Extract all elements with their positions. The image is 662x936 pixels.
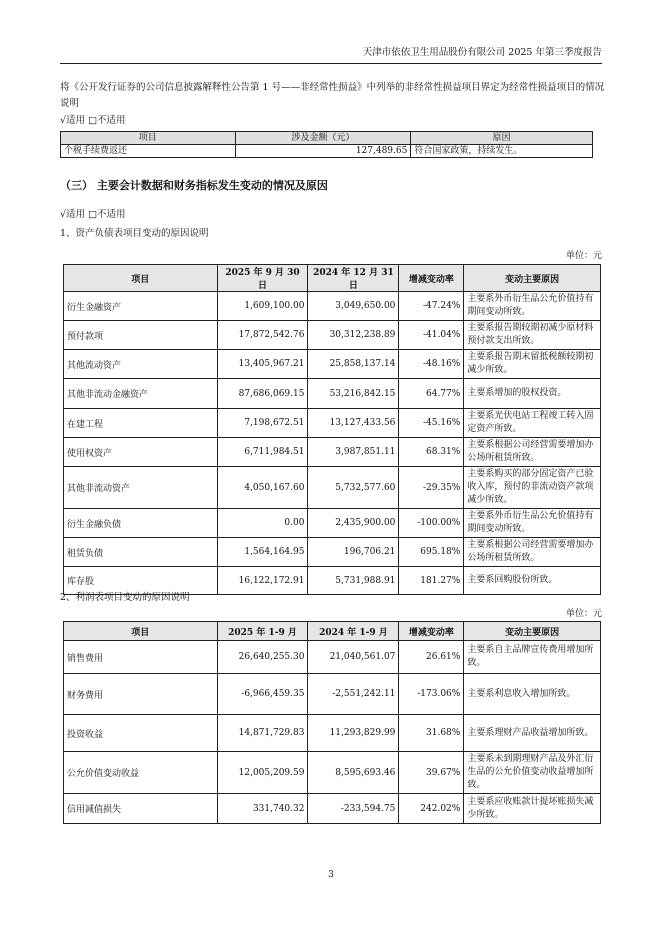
cell-current: 7,198,672.51 <box>217 409 308 438</box>
cell-rate: 64.77% <box>399 379 464 409</box>
table-row <box>64 350 601 379</box>
cell-reason: 主要系增加的股权投资。 <box>464 379 601 409</box>
table-header-row <box>64 622 601 641</box>
col-header-rate: 增减变动率 <box>399 265 464 292</box>
col-header-current: 2025 年 1-9 月 <box>217 622 308 641</box>
cell-prior: 8,595,693.46 <box>308 752 399 794</box>
cell-prior: 196,706.21 <box>308 538 399 567</box>
cell-prior: -233,594.75 <box>308 794 399 824</box>
cell-prior: 13,127,433.56 <box>308 409 399 438</box>
income-statement-table <box>63 621 601 824</box>
col-header-rate: 增减变动率 <box>399 622 464 641</box>
cell-rate: -41.04% <box>399 321 464 350</box>
col-header-prior: 2024 年 1-9 月 <box>308 622 399 641</box>
cell-prior: 3,987,851.11 <box>308 438 399 467</box>
cell-rate: 68.31% <box>399 438 464 467</box>
cell-reason: 主要系回购股份所致。 <box>464 567 601 595</box>
cell-current: 14,871,729.83 <box>217 715 308 752</box>
table-row <box>64 794 601 824</box>
cell-item: 其他非流动资产 <box>64 467 218 509</box>
cell-reason: 主要系购买的部分固定资产已验收入库，预付的非流动资产款项减少所致。 <box>464 467 601 509</box>
cell-prior: 5,731,988.91 <box>308 567 399 595</box>
cell-rate: -47.24% <box>399 292 464 321</box>
cell-prior: 5,732,577.60 <box>308 467 399 509</box>
cell-current: 13,405,967.21 <box>217 350 308 379</box>
cell-rate: 695.18% <box>399 538 464 567</box>
cell-amount: 127,489.65 <box>235 145 411 158</box>
col-header-reason: 变动主要原因 <box>464 265 601 292</box>
cell-item: 在建工程 <box>64 409 218 438</box>
cell-prior: -2,551,242.11 <box>308 674 399 715</box>
cell-item: 投资收益 <box>64 715 218 752</box>
cell-current: 1,564,164.95 <box>217 538 308 567</box>
cell-item: 使用权资产 <box>64 438 218 467</box>
report-header-title: 天津市依依卫生用品股份有限公司 2025 年第三季度报告 <box>362 47 602 58</box>
cell-rate: 181.27% <box>399 567 464 595</box>
table-row <box>64 641 601 674</box>
table-row <box>61 145 593 158</box>
cell-prior: 11,293,829.99 <box>308 715 399 752</box>
cell-reason: 主要系未到期理财产品及外汇衍生品的公允价值变动收益增加所致。 <box>464 752 601 794</box>
col-header-item: 项目 <box>64 265 218 292</box>
col-header-item: 项目 <box>61 132 236 145</box>
intro-paragraph: 将《公开发行证券的公司信息披露解释性公告第 1 号——非经常性损益》中列举的非经常性损益项目界定为经常性损益项目的情况说明 <box>60 82 605 109</box>
non-recurring-table <box>60 131 593 158</box>
header-divider <box>60 63 602 64</box>
cell-prior: 3,049,650.00 <box>308 292 399 321</box>
col-header-reason: 原因 <box>411 132 593 145</box>
table-row <box>64 467 601 509</box>
cell-reason: 主要系外币衍生品公允价值持有期间变动所致。 <box>464 509 601 538</box>
cell-rate: 31.68% <box>399 715 464 752</box>
income-subtitle: 2、利润表项目变动的原因说明 <box>60 592 190 603</box>
cell-item: 库存股 <box>64 567 218 595</box>
income-unit: 单位：元 <box>565 609 602 619</box>
cell-reason: 主要系自主品牌宣传费用增加所致。 <box>464 641 601 674</box>
table-row <box>64 674 601 715</box>
table-row <box>64 292 601 321</box>
cell-current: 12,005,209.59 <box>217 752 308 794</box>
cell-current: 6,711,984.51 <box>217 438 308 467</box>
cell-current: 331,740.32 <box>217 794 308 824</box>
section-applicability: √适用 □不适用 <box>60 209 126 220</box>
col-header-item: 项目 <box>64 622 218 641</box>
col-header-current: 2025 年 9 月 30 日 <box>217 265 308 292</box>
page-number: 3 <box>328 870 334 880</box>
table-row <box>64 409 601 438</box>
cell-item: 其他非流动金融资产 <box>64 379 218 409</box>
cell-item: 信用减值损失 <box>64 794 218 824</box>
cell-item: 衍生金融负债 <box>64 509 218 538</box>
cell-prior: 21,040,561.07 <box>308 641 399 674</box>
table-row <box>64 438 601 467</box>
cell-rate: -100.00% <box>399 509 464 538</box>
table-row <box>64 715 601 752</box>
cell-item: 租赁负债 <box>64 538 218 567</box>
cell-reason: 主要系根据公司经营需要增加办公场所租赁所致。 <box>464 538 601 567</box>
cell-current: 26,640,255.30 <box>217 641 308 674</box>
col-header-prior: 2024 年 12 月 31 日 <box>308 265 399 292</box>
cell-item: 公允价值变动收益 <box>64 752 218 794</box>
cell-reason: 主要系报告期较期初减少原材料预付款支出所致。 <box>464 321 601 350</box>
cell-rate: 26.61% <box>399 641 464 674</box>
cell-reason: 主要系理财产品收益增加所致。 <box>464 715 601 752</box>
cell-item: 财务费用 <box>64 674 218 715</box>
table-row <box>64 321 601 350</box>
intro-applicability: √适用 □不适用 <box>60 115 126 126</box>
cell-current: 1,609,100.00 <box>217 292 308 321</box>
table-header-row <box>61 132 593 145</box>
cell-reason: 主要系光伏电站工程竣工转入固定资产所致。 <box>464 409 601 438</box>
cell-prior: 25,858,137.14 <box>308 350 399 379</box>
cell-current: 0.00 <box>217 509 308 538</box>
cell-prior: 53,216,842.15 <box>308 379 399 409</box>
cell-reason: 主要系报告期末留抵税额较期初减少所致。 <box>464 350 601 379</box>
table-row <box>64 752 601 794</box>
cell-prior: 2,435,900.00 <box>308 509 399 538</box>
balance-unit: 单位：元 <box>565 251 602 261</box>
cell-item: 销售费用 <box>64 641 218 674</box>
cell-current: 17,872,542.76 <box>217 321 308 350</box>
section-title: （三） 主要会计数据和财务指标发生变动的情况及原因 <box>60 179 328 192</box>
table-row <box>64 379 601 409</box>
cell-item: 衍生金融资产 <box>64 292 218 321</box>
cell-rate: -45.16% <box>399 409 464 438</box>
table-header-row <box>64 265 601 292</box>
cell-item: 个税手续费返还 <box>61 145 236 158</box>
col-header-amount: 涉及金额（元） <box>235 132 411 145</box>
cell-current: 87,686,069.15 <box>217 379 308 409</box>
cell-current: 4,050,167.60 <box>217 467 308 509</box>
balance-subtitle: 1、资产负债表项目变动的原因说明 <box>60 228 209 239</box>
cell-current: -6,966,459.35 <box>217 674 308 715</box>
balance-sheet-table <box>63 264 601 595</box>
cell-reason: 符合国家政策，持续发生。 <box>411 145 593 158</box>
cell-current: 16,122,172.91 <box>217 567 308 595</box>
cell-item: 预付款项 <box>64 321 218 350</box>
cell-rate: -48.16% <box>399 350 464 379</box>
cell-item: 其他流动资产 <box>64 350 218 379</box>
cell-prior: 30,312,238.89 <box>308 321 399 350</box>
cell-rate: -173.06% <box>399 674 464 715</box>
cell-rate: 39.67% <box>399 752 464 794</box>
cell-reason: 主要系应收账款计提坏账损失减少所致。 <box>464 794 601 824</box>
cell-reason: 主要系根据公司经营需要增加办公场所租赁所致。 <box>464 438 601 467</box>
col-header-reason: 变动主要原因 <box>464 622 601 641</box>
cell-rate: -29.35% <box>399 467 464 509</box>
table-row <box>64 538 601 567</box>
cell-reason: 主要系外币衍生品公允价值持有期间变动所致。 <box>464 292 601 321</box>
cell-reason: 主要系利息收入增加所致。 <box>464 674 601 715</box>
cell-rate: 242.02% <box>399 794 464 824</box>
table-row <box>64 509 601 538</box>
